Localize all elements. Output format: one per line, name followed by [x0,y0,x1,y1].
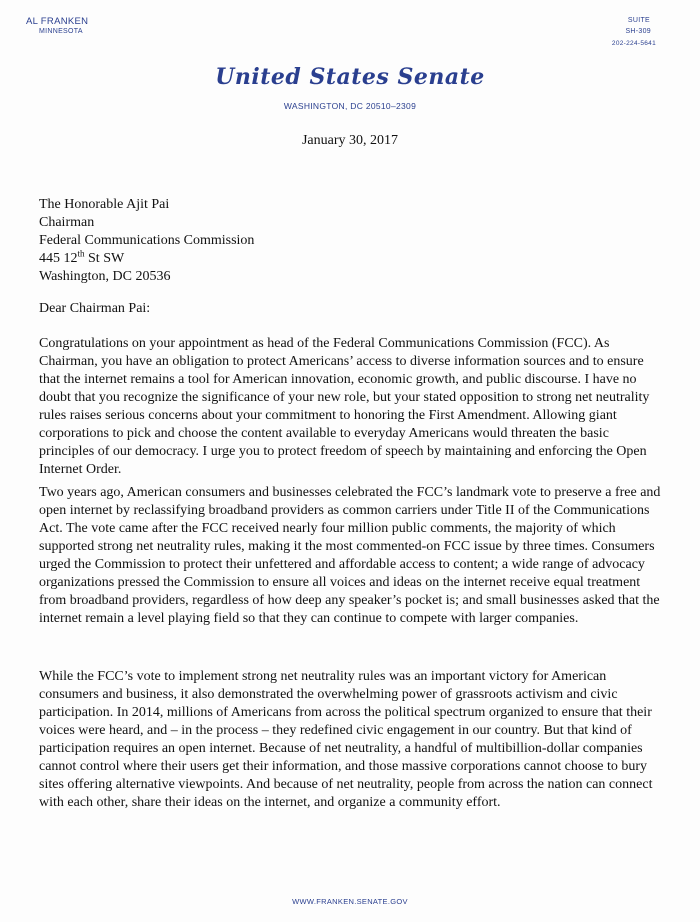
recipient-street [39,250,254,268]
street-ordinal: th [77,248,85,259]
suite-phone: 202-224-5641 [611,40,656,47]
footer-website: WWW.FRANKEN.SENATE.GOV [292,897,408,906]
body-paragraph-2: Two years ago, American consumers and businesses celebrated the FCC’s landmark vote to preserve a free and open internet by reclassifying broadband providers as common carriers under Title II of the Communications Act. The vote came after the FCC received nearly four million public comments, the majority of which supported strong net neutrality rules, making it the most commented-on FCC issue by three times. Consumers urged the Commission to protect their unfettered and affordable access to content; a wide range of advocacy organizations pressed the Commission to ensure all voices and ideas on the internet receive equal treatment from broadband providers, regardless of how deep any speaker’s pocket is; and small businesses asked that the internet remain a level playing field so that they can continue to compete with larger companies. [39,485,661,626]
recipient-name: The Honorable Ajit Pai [39,197,170,212]
recipient-title: Chairman [39,215,95,230]
body-paragraph-1: Congratulations on your appointment as head of the Federal Communications Commission (FCC). As Chairman, you have an obligation to protect Americans’ access to diverse information sources and to ensure that the internet remains a tool for American innovation, economic growth, and public discourse. I have no doubt that you recognize the significance of your new role, but your stated opposition to strong net neutrality rules raises serious concerns about your commitment to honoring the First Amendment. Allowing giant corporations to pick and choose the content available to everyday Americans would threaten the basic principles of our democracy. I urge you to protect freedom of speech by maintaining and enforcing the Open Internet Order. [39,336,650,477]
suite-room: SH-309 [625,28,651,35]
recipient-city-line: Washington, DC 20536 [39,269,171,284]
senate-title: United States Senate [215,64,485,90]
sender-state: MINNESOTA [39,28,83,35]
street-number: 445 12 [39,251,78,266]
suite-label: SUITE [627,17,650,24]
letter-date: January 30, 2017 [301,133,399,148]
salutation: Dear Chairman Pai: [39,301,151,316]
sender-name: AL FRANKEN [26,16,89,27]
recipient-block [39,196,254,286]
body-paragraph-3: While the FCC’s vote to implement strong net neutrality rules was an important victory for American consumers and business, it also demonstrated the overwhelming power of grassroots activism and civic participation. In 2014, millions of Americans from across the political spectrum organized to ensure that their voices were heard, and – in the process – they redefined civic engagement in our country. But that kind of participation requires an open internet. Because of net neutrality, a handful of multibillion-dollar companies cannot control where their users get their information, and those massive corporations cannot choose to bury sites offering alternative viewpoints. And because of net neutrality, people from across the nation can connect with each other, share their ideas on the internet, and organize a community effort. [39,669,653,810]
senate-address: WASHINGTON, DC 20510–2309 [283,101,417,111]
street-rest: St SW [84,251,125,266]
recipient-organization: Federal Communications Commission [39,233,255,248]
